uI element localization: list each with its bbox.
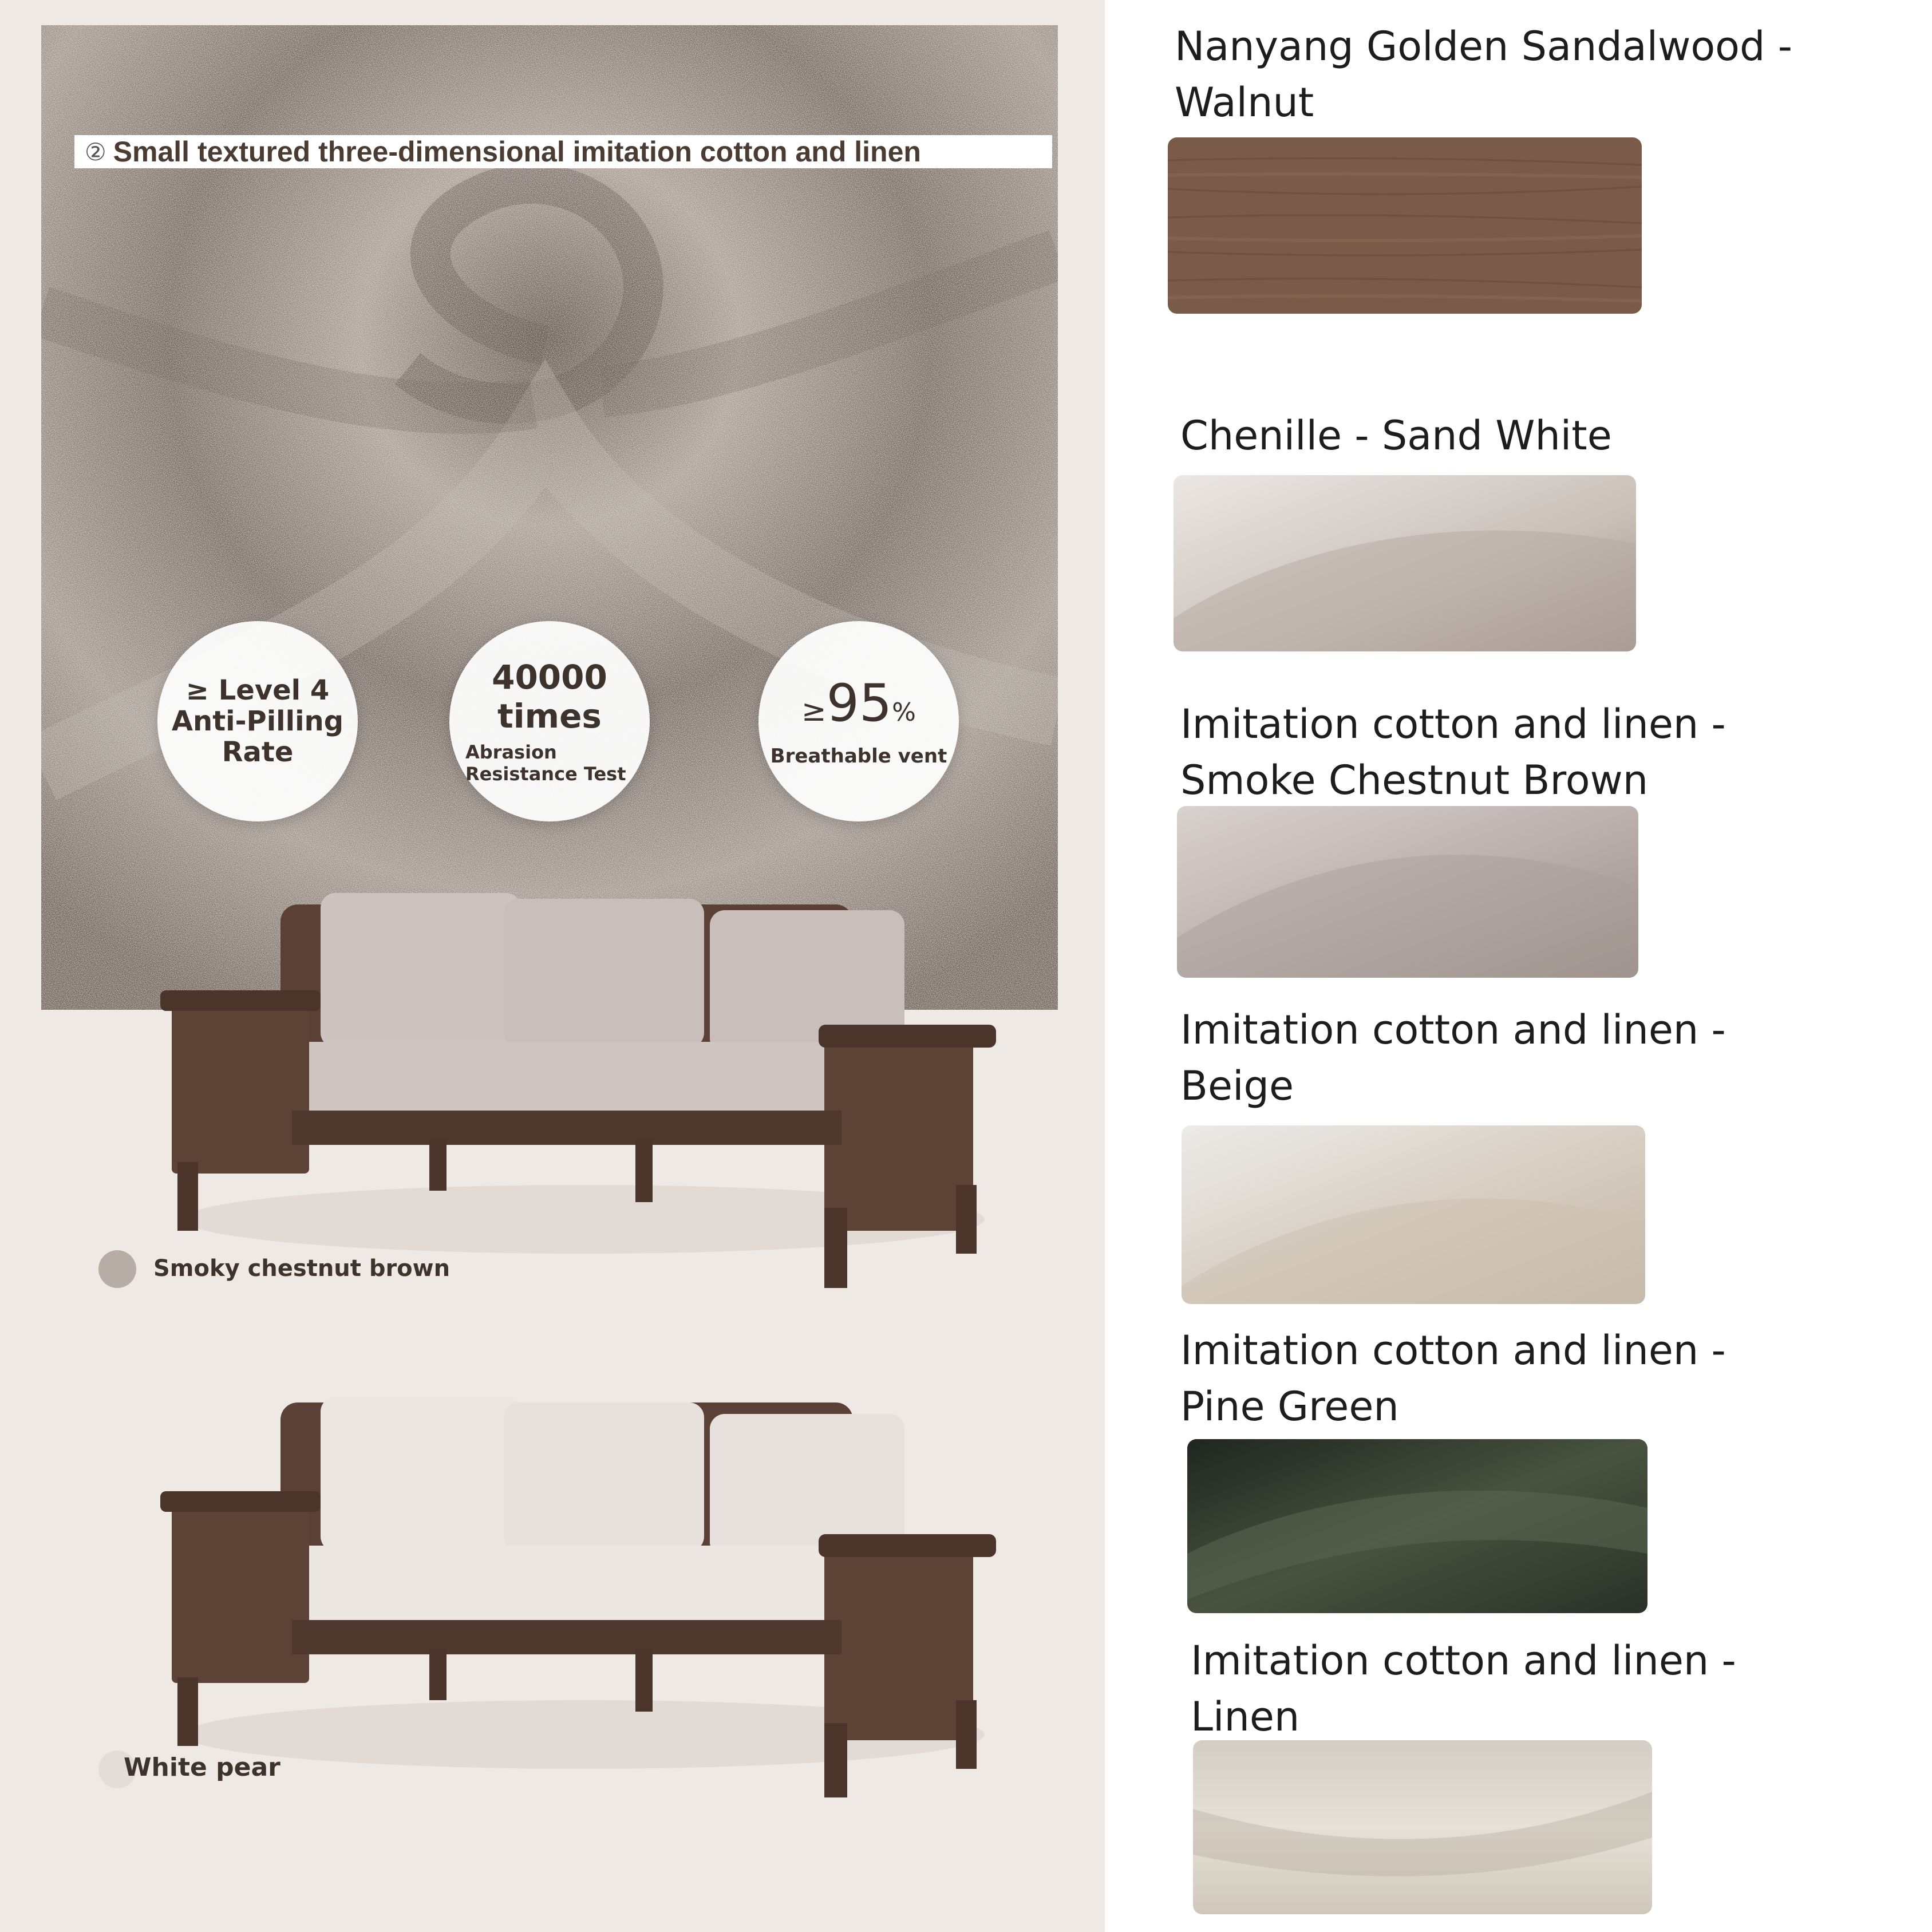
stat-line: Rate <box>222 736 294 768</box>
color-dot-smoky-chestnut <box>98 1250 136 1288</box>
stat-number: 95 <box>826 673 892 733</box>
stat-line: Anti-Pilling <box>171 705 344 737</box>
stat-unit: % <box>892 698 916 727</box>
stat-label: Breathable vent <box>770 745 947 768</box>
option-title-line2: Beige <box>1180 1062 1294 1109</box>
anti-pilling-stat <box>157 621 358 821</box>
option-title-line1: Nanyang Golden Sandalwood - <box>1175 23 1792 70</box>
option-title <box>1191 1633 1736 1745</box>
cotton-linen-texture <box>1187 1439 1647 1613</box>
wood-grain-texture <box>1168 137 1642 314</box>
swatch-linen[interactable] <box>1193 1740 1652 1914</box>
sofa-white-pear-image <box>160 1391 1008 1803</box>
fabric-hero-image <box>41 25 1058 1010</box>
swatch-sand-white[interactable] <box>1174 475 1636 651</box>
option-title <box>1175 18 1792 131</box>
sofa-smoky-chestnut-image <box>160 887 1008 1299</box>
option-title <box>1180 1002 1726 1114</box>
caption-number: ② <box>85 138 106 165</box>
stat-value <box>801 675 916 741</box>
option-title-line1: Imitation cotton and linen - <box>1180 1006 1726 1053</box>
cotton-linen-texture <box>1182 1125 1645 1304</box>
color-label-smoky-chestnut: Smoky chestnut brown <box>153 1255 451 1282</box>
option-title <box>1180 696 1726 808</box>
fabric-caption <box>74 135 1052 168</box>
stat-prefix: ≥ <box>801 694 827 728</box>
swatch-walnut[interactable] <box>1168 137 1642 314</box>
swatch-smoke-chestnut[interactable] <box>1177 806 1638 978</box>
option-title-line1: Imitation cotton and linen - <box>1191 1637 1736 1684</box>
stat-line: Resistance Test <box>465 763 626 785</box>
option-title-line2: Smoke Chestnut Brown <box>1180 757 1649 804</box>
stat-line: Abrasion <box>465 741 557 763</box>
cotton-linen-texture <box>1193 1740 1652 1914</box>
option-title-line1: Imitation cotton and linen - <box>1180 1327 1726 1374</box>
option-title <box>1180 408 1612 464</box>
fabric-texture-graphic <box>41 25 1058 1010</box>
option-title-line1: Chenille - Sand White <box>1180 412 1612 459</box>
swatch-beige[interactable] <box>1182 1125 1645 1304</box>
abrasion-stat <box>449 621 650 821</box>
stat-headline: 40000 times <box>492 658 607 736</box>
option-title-line2: Linen <box>1191 1693 1300 1740</box>
color-label-white-pear: White pear <box>124 1753 280 1782</box>
cotton-linen-texture <box>1177 806 1638 978</box>
option-title-line2: Pine Green <box>1180 1383 1399 1430</box>
stat-headline: ≥ Level 4 <box>185 674 330 706</box>
chenille-texture <box>1174 475 1636 651</box>
option-title-line2: Walnut <box>1175 79 1314 126</box>
swatch-pine-green[interactable] <box>1187 1439 1647 1613</box>
breathable-stat <box>758 621 959 821</box>
option-title-line1: Imitation cotton and linen - <box>1180 701 1726 748</box>
option-title <box>1180 1322 1726 1435</box>
caption-text: Small textured three-dimensional imitation cotton and linen <box>113 136 921 168</box>
